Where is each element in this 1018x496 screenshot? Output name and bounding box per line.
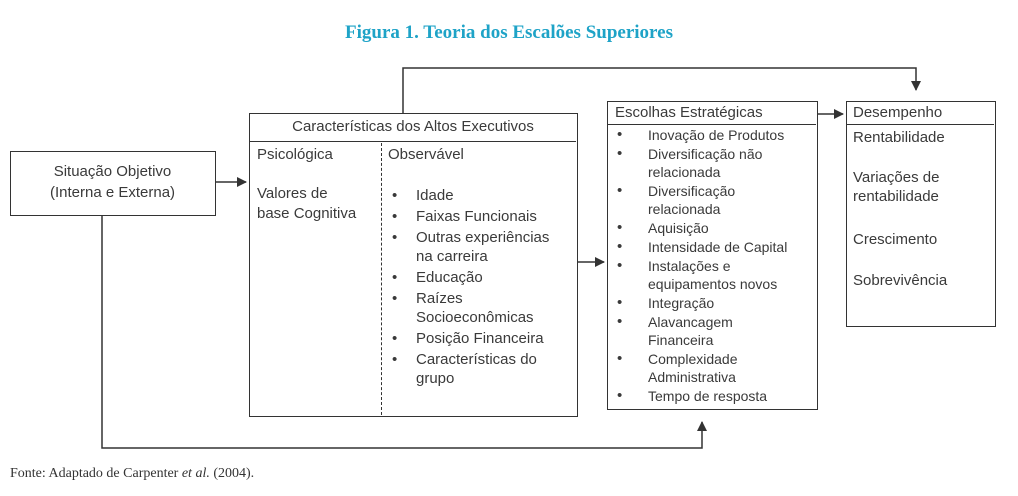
source-note — [10, 466, 254, 482]
list-item: • Aquisição — [611, 219, 811, 237]
desempenho-item-sobrevivencia: Sobrevivência — [853, 272, 948, 289]
caracteristicas-header-divider — [250, 141, 576, 142]
column-divider — [381, 143, 382, 415]
observavel-label: Observável — [388, 146, 464, 163]
psicologica-text-line-1: Valores de — [257, 185, 328, 202]
desempenho-item-variacoes: Variações de rentabilidade — [853, 169, 940, 205]
list-item: • Instalações e equipamentos novos — [611, 257, 808, 293]
desempenho-box — [846, 101, 996, 327]
source-prefix: Fonte: Adaptado de Carpenter — [10, 466, 182, 481]
list-item: • Complexidade Administrativa — [611, 350, 778, 386]
situacao-objetivo-box — [10, 151, 216, 216]
list-item: • Características do grupo — [386, 350, 576, 388]
list-item: • Raízes Socioeconômicas — [386, 289, 576, 327]
escolhas-header: Escolhas Estratégicas — [615, 104, 763, 121]
list-item: • Outras experiências na carreira — [386, 228, 556, 266]
escolhas-list — [611, 126, 811, 406]
figure-title: Figura 1. Teoria dos Escalões Superiores — [345, 22, 673, 43]
escolhas-box — [607, 101, 818, 410]
psicologica-text-line-2: base Cognitiva — [257, 205, 357, 222]
list-item: • Intensidade de Capital — [611, 238, 811, 256]
list-item: • Alavancagem Financeira — [611, 313, 768, 349]
list-item: • Diversificação relacionada — [611, 182, 778, 218]
list-item: • Integração — [611, 294, 811, 312]
desempenho-item-crescimento: Crescimento — [853, 231, 938, 248]
source-etal: et al. — [181, 466, 210, 481]
list-item: • Diversificação não relacionada — [611, 145, 798, 181]
list-item: • Educação — [386, 268, 570, 287]
list-item: • Inovação de Produtos — [611, 126, 811, 144]
situacao-line-2: (Interna e Externa) — [49, 184, 176, 201]
source-suffix: (2004). — [209, 466, 255, 481]
situacao-line-1: Situação Objetivo — [53, 163, 172, 180]
caracteristicas-header: Características dos Altos Executivos — [292, 118, 534, 135]
list-item: • Faixas Funcionais — [386, 207, 570, 226]
desempenho-header: Desempenho — [853, 104, 943, 121]
caracteristicas-box — [249, 113, 578, 417]
list-item: • Posição Financeira — [386, 329, 570, 348]
list-item: • Idade — [386, 186, 570, 205]
observavel-list — [386, 186, 570, 390]
list-item: • Tempo de resposta — [611, 387, 811, 405]
desempenho-header-divider — [847, 124, 994, 125]
desempenho-item-rentabilidade: Rentabilidade — [853, 129, 945, 146]
psicologica-label: Psicológica — [257, 146, 333, 163]
escolhas-header-divider — [608, 124, 816, 125]
